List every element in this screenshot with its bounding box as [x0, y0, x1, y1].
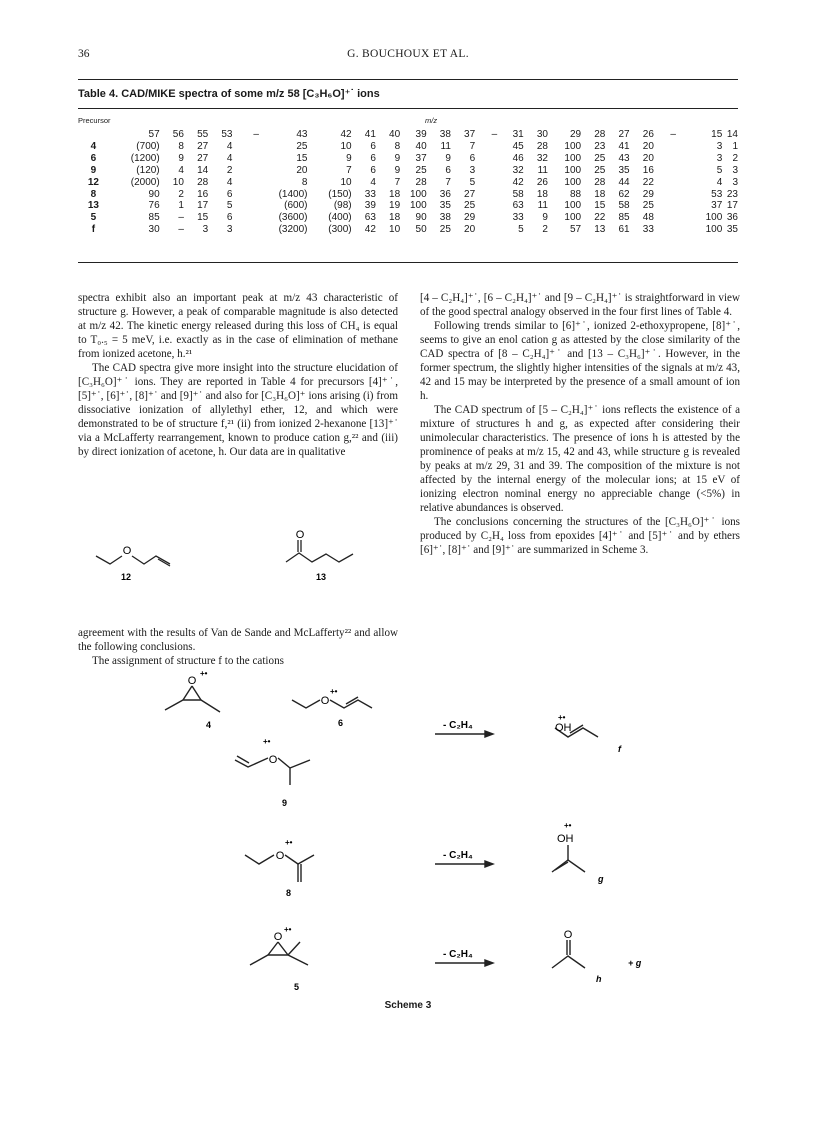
arrow-3-label: - C₂H₄	[443, 949, 473, 960]
table-cell: 33	[364, 188, 376, 200]
table-cell: (3600)	[278, 212, 308, 224]
table-cell: (1400)	[278, 188, 308, 200]
table-cell: 38	[439, 212, 451, 224]
table-cell: 7	[394, 176, 401, 188]
table-cell: (120)	[136, 164, 160, 176]
table-cell: 55	[197, 129, 209, 140]
table-cell: 4	[226, 152, 233, 164]
precursor-cell: f	[91, 224, 96, 236]
table-row	[78, 224, 738, 236]
arrow-3	[435, 960, 493, 966]
table-cell: 1	[178, 200, 184, 212]
table-cell: –	[178, 212, 184, 224]
table-cell: 63	[512, 200, 524, 212]
structure-13-label: 13	[315, 572, 327, 582]
table-cell: 35	[726, 224, 738, 236]
table-cell: 26	[536, 176, 548, 188]
table-cell: 32	[536, 152, 548, 164]
table-cell	[654, 177, 676, 189]
table-cell: 20	[296, 164, 308, 176]
table-cell: 88	[569, 188, 582, 200]
structure-12-oxygen: O	[122, 545, 132, 557]
structure-g	[552, 845, 585, 872]
table-cell: –	[670, 129, 676, 140]
left-column	[78, 291, 398, 459]
scheme-3	[150, 660, 710, 1000]
spectra-table	[78, 129, 738, 236]
precursor-cell: 9	[90, 164, 97, 176]
table-cell: 40	[389, 129, 401, 140]
table-cell: 7	[469, 140, 476, 152]
label-plus-g: + g	[628, 958, 642, 968]
table-cell	[654, 200, 676, 212]
table-cell: 29	[569, 129, 582, 140]
table-cell	[475, 212, 497, 224]
table-cell: 37	[711, 200, 723, 212]
table-cell: 11	[537, 164, 548, 176]
table-cell: 25	[594, 164, 606, 176]
structure-12-label: 12	[120, 572, 132, 582]
table-cell: 100	[705, 212, 723, 224]
table-cell: 20	[642, 140, 654, 152]
table-cell: 61	[618, 224, 630, 236]
table-cell	[232, 200, 258, 212]
table-cell: 3	[732, 176, 738, 188]
table-cell: 40	[415, 140, 427, 152]
table-cell: (1200)	[130, 152, 160, 164]
table-cell	[232, 165, 258, 177]
structure-f-charge: +•	[558, 713, 566, 722]
table-cell: 37	[464, 129, 476, 140]
table-cell: 15	[296, 152, 308, 164]
table-cell: 8	[394, 140, 401, 152]
structure-6-oxygen: O	[320, 695, 330, 707]
table-cell: (300)	[328, 224, 352, 236]
table-cell: 9	[178, 152, 184, 164]
table-cell: 4	[370, 176, 376, 188]
table-cell	[475, 200, 497, 212]
table-cell	[232, 153, 258, 165]
table-cell: 37	[415, 152, 427, 164]
structures-12-13	[78, 528, 398, 638]
table-cell: 31	[512, 129, 524, 140]
table-cell: 9	[445, 152, 451, 164]
running-head: G. BOUCHOUX ET AL.	[347, 48, 469, 60]
table-cell: 23	[726, 188, 738, 200]
table-cell: 29	[464, 212, 476, 224]
table-cell: 57	[148, 129, 160, 140]
table-cell: 62	[618, 188, 630, 200]
table-cell: 76	[148, 200, 160, 212]
table-cell: 38	[439, 129, 451, 140]
table-cell: 29	[642, 188, 654, 200]
table-cell: 8	[178, 140, 184, 152]
table-cell: 35	[618, 164, 630, 176]
table-cell: 5	[226, 200, 233, 212]
table-cell: 25	[642, 200, 654, 212]
table-cell: 18	[536, 188, 548, 200]
table-cell: 100	[564, 200, 582, 212]
table-cell	[475, 165, 497, 177]
table-cell	[232, 224, 258, 236]
structure-g-charge: +•	[564, 821, 572, 830]
table-cell: 6	[445, 164, 451, 176]
label-6: 6	[338, 718, 344, 728]
table-cell: 14	[726, 129, 738, 140]
table-cell: 22	[642, 176, 654, 188]
table-cell: 10	[340, 176, 352, 188]
precursor-label: Precursor	[78, 116, 111, 125]
table-cell: 17	[197, 200, 209, 212]
label-h: h	[596, 974, 602, 984]
table-cell: 30	[536, 129, 548, 140]
arrow-2-label: - C₂H₄	[443, 850, 473, 861]
table-cell: 43	[618, 152, 630, 164]
table-cell	[654, 141, 676, 153]
table-cell: 58	[618, 200, 630, 212]
table-cell: 1	[732, 140, 738, 152]
table-cell: 45	[512, 140, 524, 152]
table-cell: 39	[415, 129, 427, 140]
table-cell: 28	[415, 176, 427, 188]
table-cell	[654, 153, 676, 165]
table-cell: 2	[226, 164, 233, 176]
table-top-rule	[78, 79, 738, 80]
table-cell: 85	[618, 212, 630, 224]
table-cell: 11	[440, 140, 451, 152]
table-header-row	[78, 129, 738, 141]
precursor-cell: 13	[87, 200, 99, 212]
right-column	[420, 291, 740, 557]
table-cell: 27	[464, 188, 476, 200]
table-cell: 30	[148, 224, 160, 236]
right-paragraph-1: [4 – C₂H₄]⁺˙, [6 – C₂H₄]⁺˙ and [9 – C₂H₄]⁺˙ is straightforward in view of the good spectral analogy observed in the four first lines of Table 4.	[420, 292, 740, 318]
table-cell: 23	[594, 140, 606, 152]
structure-13-oxygen: O	[295, 529, 305, 541]
table-cell: 44	[618, 176, 630, 188]
table-cell: 6	[226, 188, 233, 200]
table-cell: 13	[594, 224, 606, 236]
precursor-cell: 4	[90, 140, 97, 152]
right-paragraph-2: Following trends similar to [6]⁺˙, ionized 2-ethoxypropene, [8]⁺˙, seems to give an enol cation g as attested by the close similarity of the CAD spectra of [8 – C₂H₄]⁺˙ and [13 – C₃H₆]⁺˙. However, in the former spectrum, the slightly higher intensities of the signals at m/z 43, 42 and 15 may be interpreted by the presence of a small amount of ion h.	[420, 320, 740, 402]
table-caption: Table 4. CAD/MIKE spectra of some m/z 58 [C₃H₆O]⁺˙ ions	[78, 88, 380, 100]
table-cell: 9	[394, 152, 401, 164]
table-cell: 27	[197, 152, 209, 164]
label-4: 4	[206, 720, 212, 730]
table-cell: 3	[202, 224, 209, 236]
table-cell: 2	[542, 224, 548, 236]
table-cell: 100	[564, 212, 582, 224]
table-cell: (98)	[333, 200, 352, 212]
table-cell: 2	[178, 188, 184, 200]
table-row	[78, 189, 738, 201]
table-cell: 8	[301, 176, 308, 188]
table-cell: 6	[370, 140, 376, 152]
left-paragraph-2: The CAD spectra give more insight into the structure elucidation of [C₃H₆O]⁺˙ ions. They are reported in Table 4 for precursors [4]⁺˙, [5]⁺˙, [6]⁺˙, [8]⁺˙ and [9]⁺˙ and also for [C₃H₆O]⁺ ions arising (i) from dissociative ionization of allylethyl ether, 12, and which were demonstrated to be of structure f,²¹ (ii) from ionized 2-hexanone [13]⁺˙ via a McLafferty rearrangement, known to produce cation g,²² and (iii) by direct ionization of acetone, h. Our data are in qualitative	[78, 362, 398, 458]
precursor-cell: 12	[87, 176, 99, 188]
arrow-1	[435, 731, 493, 737]
structure-4	[165, 686, 220, 712]
table-cell: 2	[732, 152, 738, 164]
structure-8-oxygen: O	[275, 850, 285, 862]
label-9: 9	[282, 798, 288, 808]
table-cell: 36	[439, 188, 451, 200]
table-cell	[654, 212, 676, 224]
structure-12	[96, 556, 170, 566]
table-cell: 100	[705, 224, 723, 236]
table-cell: –	[178, 224, 184, 236]
table-cell: 48	[642, 212, 654, 224]
table-cell: 6	[370, 164, 376, 176]
table-cell: 32	[512, 164, 524, 176]
table-cell: 28	[594, 176, 606, 188]
structure-4-oxygen: O	[187, 675, 197, 687]
table-cell: –	[253, 129, 259, 140]
table-cell: 36	[726, 212, 738, 224]
precursor-cell: 5	[90, 212, 97, 224]
table-cell: 53	[711, 188, 723, 200]
table-row	[78, 212, 738, 224]
table-cell	[475, 189, 497, 201]
table-cell: 33	[512, 212, 524, 224]
table-cell	[654, 224, 676, 236]
table-cell	[232, 189, 258, 201]
table-cell: 27	[618, 129, 630, 140]
left-paragraph-3: agreement with the results of Van de Sande and McLafferty²² and allow the following conclusions.	[78, 627, 398, 653]
table-cell: 100	[409, 200, 427, 212]
table-cell: 3	[226, 224, 233, 236]
table-cell	[475, 153, 497, 165]
table-cell: 5	[469, 176, 476, 188]
table-cell: 41	[364, 129, 376, 140]
table-cell: (2000)	[130, 176, 160, 188]
label-5: 5	[294, 982, 300, 992]
structure-9-charge: +•	[263, 737, 271, 746]
table-cell: 53	[221, 129, 233, 140]
table-cell: 16	[642, 164, 654, 176]
table-cell: 58	[512, 188, 524, 200]
table-cell: 90	[148, 188, 160, 200]
table-cell	[232, 177, 258, 189]
table-cell: 100	[564, 140, 582, 152]
structure-6	[292, 697, 372, 708]
precursor-cell: 8	[90, 188, 97, 200]
table-cell: 10	[389, 224, 401, 236]
table-cell: 3	[732, 164, 738, 176]
structure-5	[250, 942, 308, 965]
arrow-2	[435, 861, 493, 867]
table-cell: (400)	[328, 212, 352, 224]
table-cell	[232, 141, 258, 153]
structure-5-oxygen: O	[273, 931, 283, 943]
table-cell: 26	[642, 129, 654, 140]
table-cell: 6	[226, 212, 233, 224]
structure-g-hydroxyl: OH	[557, 833, 574, 845]
left-paragraph-4: The assignment of structure f to the cations	[92, 655, 284, 667]
table-cell: 25	[296, 140, 308, 152]
label-8: 8	[286, 888, 292, 898]
table-cell: 100	[564, 152, 582, 164]
table-cell: 4	[226, 140, 233, 152]
table-row	[78, 141, 738, 153]
table-cell: 41	[618, 140, 630, 152]
structure-13	[286, 540, 353, 562]
table-cell: (3200)	[278, 224, 308, 236]
right-paragraph-4: The conclusions concerning the structures of the [C₃H₆O]⁺˙ ions produced by C₂H₄ loss from epoxides [4]⁺˙ and [5]⁺˙ and by ethers [6]⁺˙, [8]⁺˙ and [9]⁺˙ are summarized in Scheme 3.	[420, 516, 740, 556]
table-cell: 42	[512, 176, 524, 188]
table-cell: 9	[394, 164, 401, 176]
table-cell: 39	[364, 200, 376, 212]
table-cell: 15	[711, 129, 723, 140]
label-g: g	[598, 874, 604, 884]
table-cell: 15	[197, 212, 209, 224]
table-row	[78, 165, 738, 177]
table-cell: 9	[346, 152, 352, 164]
table-cell: 20	[642, 152, 654, 164]
structure-h	[552, 940, 585, 968]
table-cell: 4	[226, 176, 233, 188]
table-cell: 18	[594, 188, 606, 200]
table-cell: 10	[340, 140, 352, 152]
table-cell: 28	[536, 140, 548, 152]
table-header-rule	[78, 108, 738, 109]
arrow-1-label: - C₂H₄	[443, 720, 473, 731]
table-cell: 4	[716, 176, 723, 188]
table-cell: 27	[197, 140, 209, 152]
table-cell: 18	[389, 188, 401, 200]
table-cell: 3	[716, 140, 723, 152]
table-cell: 50	[415, 224, 427, 236]
table-cell: 25	[439, 224, 451, 236]
table-cell: 5	[716, 164, 723, 176]
page-number: 36	[78, 48, 90, 60]
table-cell: 42	[340, 129, 352, 140]
structure-4-charge: +•	[200, 669, 208, 678]
table-cell: 11	[537, 200, 548, 212]
table-cell: 28	[594, 129, 606, 140]
table-cell: 90	[415, 212, 427, 224]
table-cell: 28	[197, 176, 209, 188]
table-cell: 100	[564, 176, 582, 188]
table-cell: 42	[364, 224, 376, 236]
table-cell: 18	[389, 212, 401, 224]
table-cell: 33	[642, 224, 654, 236]
table-cell: 6	[469, 152, 476, 164]
table-cell: 17	[726, 200, 738, 212]
structure-f-hydroxyl: OH	[555, 722, 572, 734]
table-cell: 3	[469, 164, 476, 176]
table-cell: 100	[564, 164, 582, 176]
scheme-caption: Scheme 3	[384, 1000, 432, 1011]
table-bottom-rule	[78, 262, 738, 263]
table-cell: 19	[389, 200, 401, 212]
table-cell	[475, 141, 497, 153]
table-cell: 5	[518, 224, 524, 236]
table-row	[78, 153, 738, 165]
table-cell: 100	[409, 188, 427, 200]
structure-9-oxygen: O	[268, 754, 278, 766]
table-row	[78, 177, 738, 189]
table-cell	[654, 165, 676, 177]
structure-5-charge: +•	[284, 925, 292, 934]
table-cell: 7	[346, 164, 352, 176]
structure-6-charge: +•	[330, 687, 338, 696]
table-cell	[475, 224, 497, 236]
table-cell: (700)	[136, 140, 160, 152]
table-cell: –	[491, 129, 498, 140]
table-cell: (150)	[328, 188, 352, 200]
table-cell: 46	[512, 152, 524, 164]
table-cell: 10	[172, 176, 184, 188]
table-cell: 56	[172, 129, 184, 140]
table-cell	[654, 189, 676, 201]
table-cell: 22	[594, 212, 606, 224]
table-cell: (600)	[284, 200, 308, 212]
table-cell: 16	[197, 188, 209, 200]
table-cell: 15	[594, 200, 606, 212]
table-cell	[78, 129, 109, 141]
structure-h-oxygen: O	[563, 929, 573, 941]
table-cell: 4	[178, 164, 184, 176]
table-cell: 9	[542, 212, 548, 224]
table-cell	[232, 212, 258, 224]
table-cell: 63	[364, 212, 376, 224]
label-f: f	[618, 744, 621, 754]
table-cell: 6	[370, 152, 376, 164]
table-cell: 43	[296, 129, 308, 140]
table-cell: 85	[148, 212, 160, 224]
table-cell: 3	[716, 152, 723, 164]
table-cell: 35	[439, 200, 451, 212]
table-cell: 25	[415, 164, 427, 176]
table-cell: 57	[569, 224, 582, 236]
table-cell: 14	[197, 164, 209, 176]
table-cell: 7	[445, 176, 451, 188]
right-paragraph-3: The CAD spectrum of [5 – C₂H₄]⁺˙ ions reflects the existence of a mixture of structures h and g, as expected after considering their unimolecular characteristics. The presence of ions h is attested by the prominence of peaks at m/z 15, 42 and 43, while structure g is revealed by peaks at m/z 29, 31 and 39. The composition of the mixture is not affected by the internal energy of the molecular ions; at 15 eV of ionizing electron nominal energy no appreciable change (<5%) in relative abundances is observed.	[420, 404, 740, 514]
precursor-cell: 6	[90, 152, 97, 164]
table-cell: 20	[464, 224, 476, 236]
table-cell	[475, 177, 497, 189]
table-cell: 25	[464, 200, 476, 212]
structure-8-charge: +•	[285, 838, 293, 847]
left-paragraph-1: spectra exhibit also an important peak at m/z 43 characteristic of structure g. However, a peak of comparable magnitude is also detected at m/z 42. The kinetic energy released during this loss of CH₄ is equal to T₀.₅ = 5 meV, i.e. exactly as in the case of elimination of methane from ionized acetone, h.²¹	[78, 292, 398, 360]
table-cell: 25	[594, 152, 606, 164]
mz-label: m/z	[425, 116, 438, 125]
table-row	[78, 200, 738, 212]
